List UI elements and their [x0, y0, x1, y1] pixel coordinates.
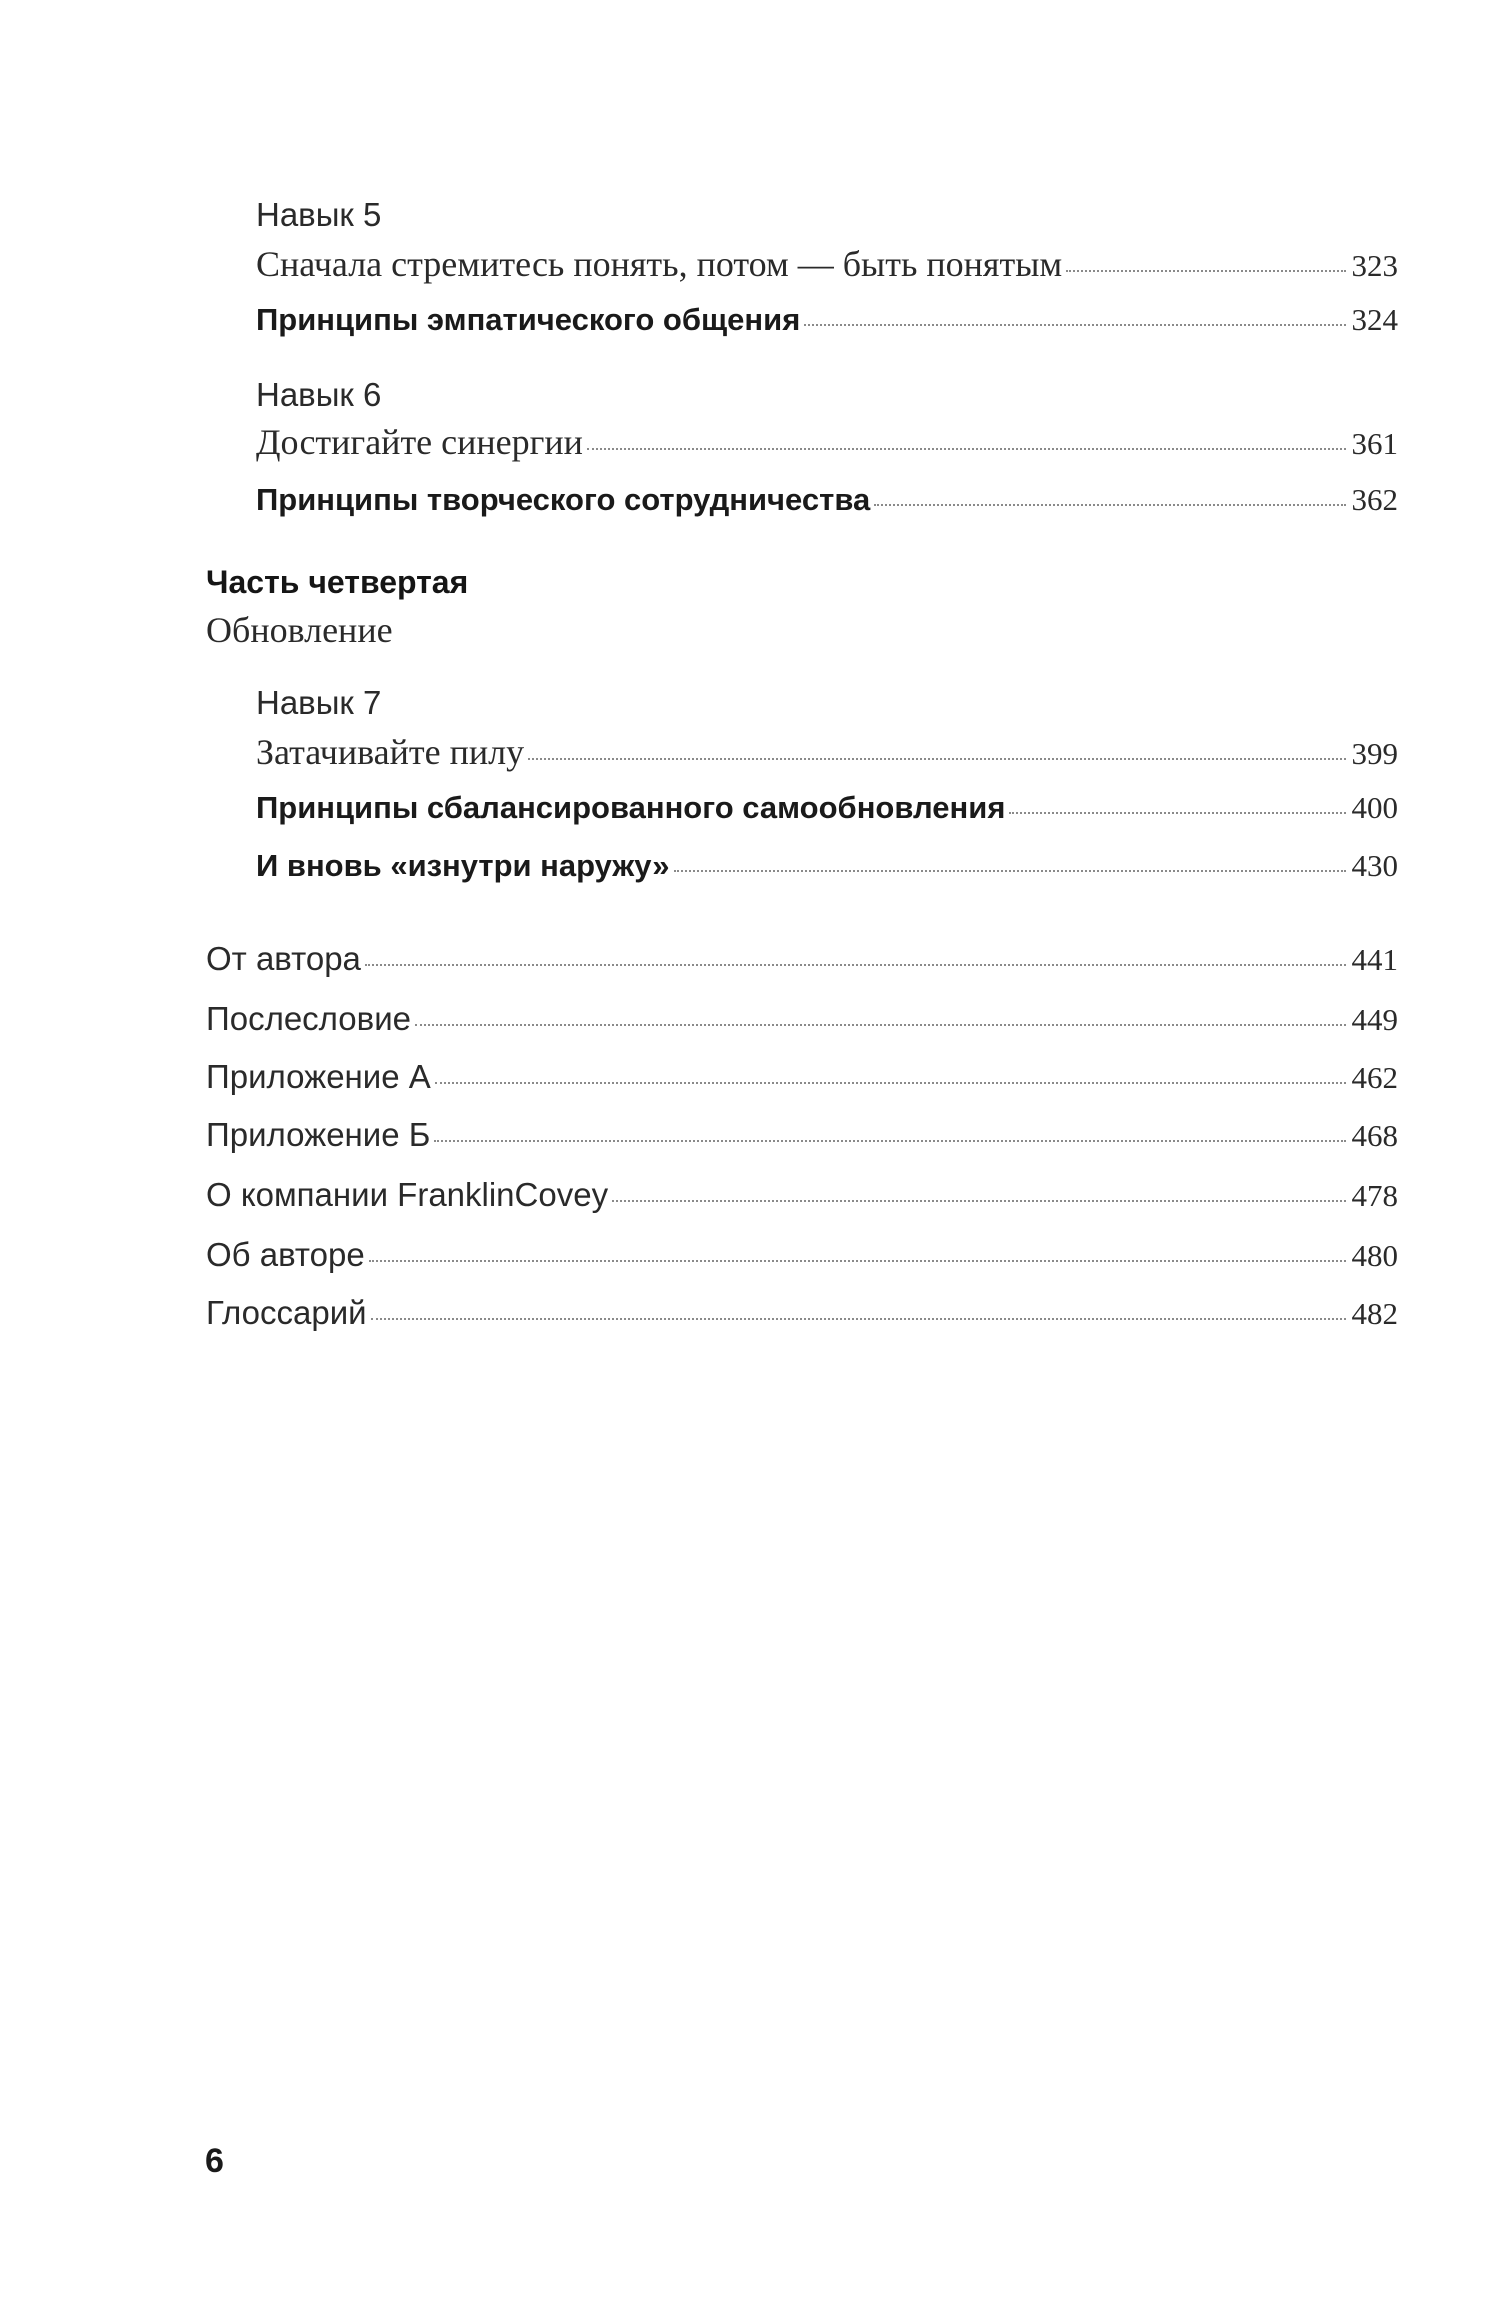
toc-entry-back-matter[interactable] [206, 1238, 1398, 1271]
dot-leader [1009, 812, 1345, 814]
toc-entry-back-matter[interactable] [206, 1118, 1398, 1151]
dot-leader [371, 1318, 1346, 1320]
dot-leader [415, 1024, 1346, 1026]
toc-entry-page: 400 [1351, 790, 1398, 825]
toc-entry-title: Глоссарий [206, 1294, 367, 1331]
page-number: 6 [205, 2142, 224, 2180]
toc-entry-page: 362 [1351, 482, 1398, 517]
toc-entry-title: От автора [206, 940, 361, 977]
toc-entry-back-matter[interactable] [206, 1002, 1398, 1035]
toc-entry-back-matter[interactable] [206, 1060, 1398, 1093]
toc-entry-habit-6-principles[interactable] [256, 484, 1398, 515]
toc-entry-page: 449 [1351, 1002, 1398, 1037]
toc-entry-page: 478 [1351, 1178, 1398, 1213]
toc-entry-page: 482 [1351, 1296, 1398, 1331]
dot-leader [1066, 270, 1345, 272]
toc-entry-title: Принципы творческого сотрудничества [256, 482, 871, 517]
dot-leader [365, 964, 1346, 966]
toc-entry-page: 361 [1351, 426, 1398, 461]
toc-entry-page: 323 [1351, 248, 1398, 283]
part-4-heading: Часть четвертая [206, 564, 469, 600]
dot-leader [528, 758, 1345, 760]
toc-entry-back-matter[interactable] [206, 1178, 1398, 1211]
part-4-subtitle: Обновление [206, 610, 393, 650]
toc-entry-title: Достигайте синергии [256, 422, 583, 462]
habit-5-label: Навык 5 [256, 196, 382, 233]
toc-entry-page: 441 [1351, 942, 1398, 977]
toc-entry-back-matter[interactable] [206, 942, 1398, 975]
dot-leader [587, 448, 1346, 450]
dot-leader [804, 324, 1345, 326]
toc-entry-habit-6-title[interactable] [256, 424, 1398, 460]
dot-leader [435, 1082, 1346, 1084]
toc-entry-page: 430 [1351, 848, 1398, 883]
toc-entry-title: Приложение А [206, 1058, 431, 1095]
toc-entry-title: Принципы эмпатического общения [256, 302, 801, 337]
habit-6-label: Навык 6 [256, 376, 382, 413]
toc-entry-page: 399 [1351, 736, 1398, 771]
toc-entry-habit-5-title[interactable] [256, 246, 1398, 282]
dot-leader [369, 1260, 1346, 1262]
toc-entry-title: Послесловие [206, 1000, 411, 1037]
toc-entry-title: Об авторе [206, 1236, 365, 1273]
dot-leader [874, 504, 1345, 506]
toc-entry-title: Затачивайте пилу [256, 732, 525, 772]
toc-entry-title: Сначала стремитесь понять, потом — быть понятым [256, 244, 1063, 284]
toc-entry-title: Принципы сбалансированного самообновления [256, 790, 1006, 825]
toc-entry-habit-7-title[interactable] [256, 734, 1398, 770]
toc-entry-title: О компании FranklinCovey [206, 1176, 609, 1213]
toc-entry-title: И вновь «изнутри наружу» [256, 848, 670, 883]
toc-entry-page: 480 [1351, 1238, 1398, 1273]
toc-entry-page: 324 [1351, 302, 1398, 337]
dot-leader [434, 1140, 1345, 1142]
dot-leader [674, 870, 1346, 872]
toc-entry-inside-out[interactable] [256, 850, 1398, 881]
toc-entry-page: 468 [1351, 1118, 1398, 1153]
toc-entry-page: 462 [1351, 1060, 1398, 1095]
habit-7-label: Навык 7 [256, 684, 382, 721]
toc-entry-back-matter[interactable] [206, 1296, 1398, 1329]
dot-leader [612, 1200, 1345, 1202]
toc-entry-habit-5-principles[interactable] [256, 304, 1398, 335]
toc-entry-title: Приложение Б [206, 1116, 431, 1153]
toc-entry-habit-7-principles[interactable] [256, 792, 1398, 823]
